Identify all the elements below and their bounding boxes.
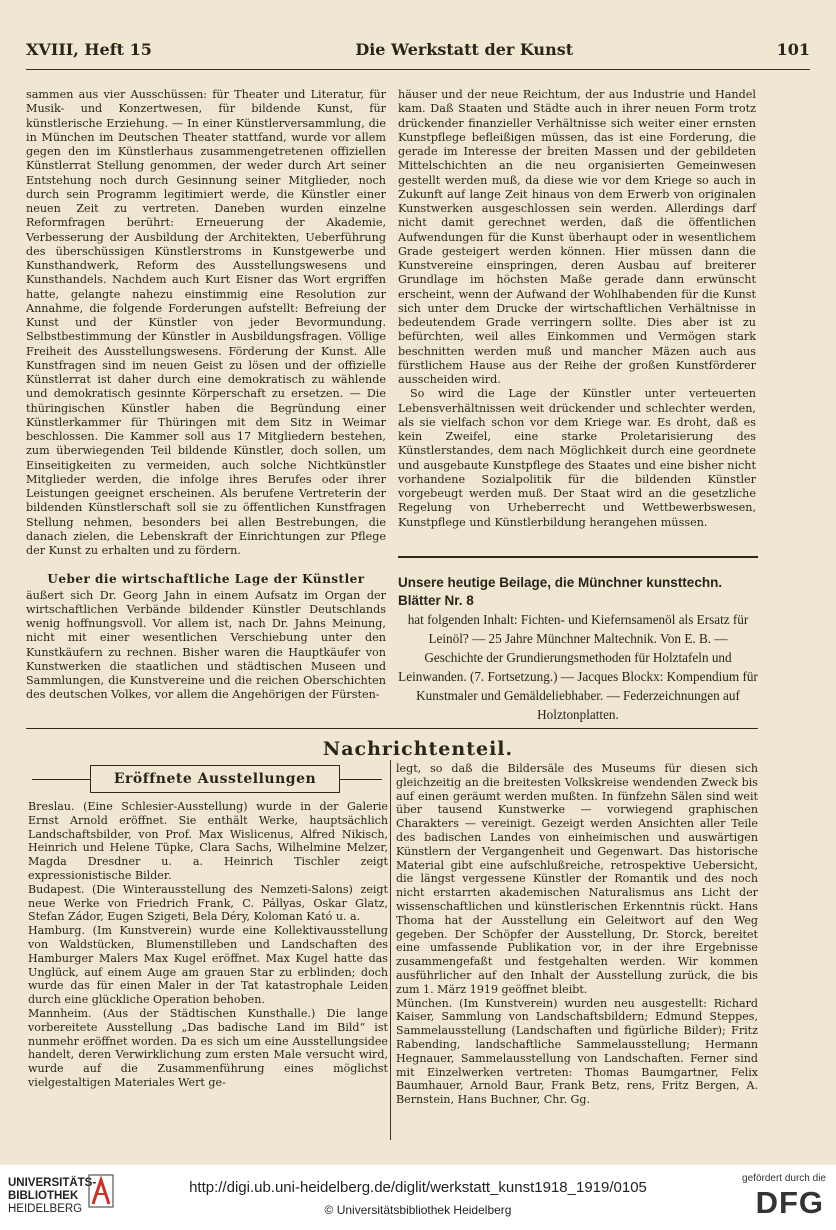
news-left-column: [28, 800, 388, 1090]
uni-line-2: BIBLIOTHEK: [8, 1190, 79, 1202]
section-rule: [26, 728, 758, 729]
permalink-url[interactable]: http://digi.ub.uni-heidelberg.de/diglit/werkstatt_kunst1918_1919/0105: [189, 1179, 647, 1196]
column-divider: [390, 760, 391, 1140]
right-paragraph: So wird die Lage der Künstler unter verteuerten Lebensverhältnissen weit drückender und schlechter werden, als sie vielfach schon vor dem Kriege war. Es droht, daß es kein Zweifel, eine starke Proletarisierung des Künstlerstandes, dem nach Möglichkeit durch eine geordnete und ausgebaute Kunstpflege des Staates und eine bisher nicht vorhandene Sozialpolitik für die bildenden Künstler vorgebeugt werden muß. Der Staat wird an die gesetzliche Regelung von Urheberrecht und Wettbewerbswesen, Kunstpflege und Künstlerbildung herangehen müssen.: [398, 387, 756, 529]
box-rule-left: [32, 779, 90, 780]
dfg-logo: DFG: [755, 1185, 824, 1220]
left-column: [26, 88, 386, 703]
right-column: [398, 88, 756, 530]
exhibitions-title: Eröffnete Ausstellungen: [90, 765, 340, 793]
header-page-number: 101: [776, 40, 810, 59]
viewer-footer: [0, 1165, 836, 1230]
funding-note: gefördert durch die: [742, 1173, 826, 1184]
right-paragraph: häuser und der neue Reichtum, der aus Industrie und Handel kam. Daß Staaten und Städte auch in ihrer neuen Form trotz drückender finanzieller Verhältnisse sich weiter einer ernsten Kunstpflege befleißigen müssen, das ist eine Forderung, die gerade im Interesse der breiten Massen und der gebildeten Mittelschichten an die neu organisierten Gemeinwesen gestellt werden muß, da diese wie vor dem Kriege so auch in Zukunft auf lange Zeit hinaus von dem Erwerb von originalen Kunstwerken ausgeschlossen sein werden. Allerdings darf nicht damit gerechnet werden, daß die öffentlichen Aufwendungen für die Kunst überhaupt oder in wesentlichem Grade gesteigert werden können. Hier müssen dann die Kunstvereine einspringen, deren Ausbau auf breiterer Grundlage im höchsten Maße gerade dann erwünscht erscheint, wenn der Aufwand der Wohlhabenden für die Kunst sich unter dem Drucke der wirtschaftlichen Verhältnisse in bedeutendem Grade verringern sollte. Dies aber ist zu befürchten, weil alles Einkommen und Vermögen stark beschnitten werden muß und mancher Mäzen auch aus fürstlichem Hause aus der Reihe der großen Kunstförderer ausscheiden wird.: [398, 88, 756, 386]
header-issue: XVIII, Heft 15: [26, 40, 152, 59]
header-rule: [26, 69, 810, 70]
running-header: [26, 40, 810, 66]
nachrichten-heading: Nachrichtenteil.: [322, 738, 514, 760]
news-item-hamburg: Hamburg. (Im Kunstverein) wurde eine Kollektivausstellung von Waldstücken, Blumenstilleben und Landschaften des Hamburger Malers Max Kugel eröffnet. Max Kugel hatte das Unglück, auf einem Auge am grauen Star zu erblinden; doch wurde das für einen Maler in der Tat katastrophale Leiden durch eine glückliche Operation behoben.: [28, 924, 388, 1007]
beilage-body: hat folgenden Inhalt: Fichten- und Kiefernsamenöl als Ersatz für Leinöl? — 25 Jahre Münchner Maltechnik. Von E. B. — Geschichte der Grundierungsmethoden für Holztafeln und Leinwanden. (7. Fortsetzung.) — Jacques Blockx: Kompendium für Kunstmaler und Gemäldeliebhaber. — Federzeichnungen auf Holztonplatten.: [398, 612, 758, 722]
copyright-notice: © Universitätsbibliothek Heidelberg: [324, 1203, 512, 1217]
left-paragraph: sammen aus vier Ausschüssen: für Theater und Literatur, für Musik- und Konzertwesen, für bildende Kunst, für künstlerische Erziehung. — In einer Künstlerversammlung, die in München im Deutschen Theater stattfand, wurde vor allem gegen den im Künstlerhaus zusammengetretenen offiziellen Künstlerrat Stellung genommen, der weder durch Art seiner Entstehung noch durch Gesinnung seiner Mitglieder, noch durch sein Programm legitimiert werde, die Künstler einer neuen Zeit zu vertreten. Daneben wurden einzelne Reformfragen berührt: Erneuerung der Akademie, Verbesserung der Ausbildung der Architekten, Ueberführung des überschüssigen Künstlerstroms in Kunstgewerbe und Kunsthandwerk, Reform des Ausstellungswesens und Kunsthandels. Nachdem auch Kurt Eisner das Wort ergriffen hatte, gelangte nahezu einstimmig eine Resolution zur Annahme, die folgende Forderungen aufstellt: Befreiung der Kunst und der Künstler von jeder Bevormundung. Selbstbestimmung der Künstler in Ausbildungsfragen. Völlige Freiheit des Ausstellungswesens. Förderung der Kunst. Alle Kunstfragen sind im neuen Geist zu lösen und der offizielle Künstlerrat ist daher durch eine demokratisch zu wählende und demokratisch gesinnte Körperschaft zu ersetzen. — Die thüringischen Künstler haben die Begründung einer Künstlerkammer für Thüringen mit dem Sitz in Weimar beschlossen. Die Kammer soll aus 17 Mitgliedern bestehen, zum überwiegenden Teil bildende Künstler, doch sollen, um Einseitigkeiten zu vermeiden, auch solche Nichtkünstler Mitglieder werden, die infolge ihres Berufes oder ihrer Leistungen geeignet erscheinen. Als berufene Vertreterin der bildenden Künstlerschaft soll sie zu öffentlichen Kunstfragen Stellung nehmen, besonders bei allen Bestrebungen, die danach zielen, die Lebenskraft der Einrichtungen zur Pflege der Kunst zu erhalten und zu fördern.: [26, 88, 386, 557]
news-item-muenchen: München. (Im Kunstverein) wurden neu ausgestellt: Richard Kaiser, Sammlung von Landschaftsbildern; Edmund Steppes, Sammelausstellung (Landschaften und figürliche Bilder); Fritz Rabending, landschaftliche Sammelausstellung; Hermann Hegnauer, Sammelausstellung von Landschaften. Ferner sind mit Einzelwerken vertreten: Thomas Baumgartner, Felix Baumhauer, Arnold Baur, Frank Betz, rens, Fritz Bergen, A. Bernstein, Hans Buchner, Chr. Gg.: [396, 996, 758, 1107]
beilage-notice: [398, 574, 758, 724]
news-right-column: [396, 762, 758, 1107]
news-item-breslau: Breslau. (Eine Schlesier-Ausstellung) wurde in der Galerie Ernst Arnold eröffnet. Sie enthält Werke, hauptsächlich Landschaftsbilder, von Prof. Max Wislicenus, Alfred Nikisch, Heinrich und Helene Tüpke, Clara Sachs, Wilhelmine Melzer, Magda Dresdner u. a. Heinrich Tischler zeigt expressionistische Bilder.: [28, 800, 388, 882]
news-item-mannheim-cont: legt, so daß die Bildersäle des Museums für diesen sich gleichzeitig an die breitesten Volkskreise wendenden Zweck bis auf einen geräumt werden mußten. In fünfzehn Sälen sind weit über tausend Kunstwerke — vorwiegend graphischen Charakters — vereinigt. Gezeigt werden Ansichten aller Teile des badischen Landes von einheimischen und auswärtigen Künstlern der Vergangenheit und Gegenwart. Das historische Material gibt eine aufschlußreiche, retrospektive Uebersicht, die längst vergessene Künstler der Romantik und des noch nicht erstarrten akademischen Naturalismus ans Licht der wissenschaftlichen und künstlerischen Erkenntnis rückt. Hans Thoma hat der Ausstellung ein Geleitwort auf den Weg gegeben. Der Schöpfer der Ausstellung, Dr. Storck, bereitet eine umfassende Publikation vor, in der ihre Ergebnisse zusammengefaßt und festgehalten werden. Wir kommen ausführlicher auf den Inhalt der Ausstellung zurück, die bis zum 1. März 1919 geöffnet bleibt.: [396, 762, 758, 996]
news-item-budapest: Budapest. (Die Winterausstellung des Nemzeti-Salons) zeigt neue Werke von Friedrich Frank, C. Pállyas, Oskar Glatz, Stefan Zádor, Eugen Szigeti, Bela Déry, Koloman Kató u. a.: [28, 882, 388, 924]
header-journal-title: Die Werkstatt der Kunst: [355, 40, 574, 59]
news-item-mannheim: Mannheim. (Aus der Städtischen Kunsthalle.) Die lange vorbereitete Ausstellung „Das badische Land im Bild“ ist nunmehr eröffnet worden. Da es sich um eine Ausstellungsidee handelt, deren Verwirklichung zum ersten Male versucht wird, wurde auf die Zusammenführung eines möglichst vielgestaltigen Materiales Wert ge-: [28, 1006, 388, 1089]
exhibitions-heading-box: [32, 765, 382, 795]
beilage-title: Unsere heutige Beilage, die Münchner kunsttechn. Blätter Nr. 8: [398, 575, 723, 608]
section-heading: Ueber die wirtschaftliche Lage der Künstler: [47, 572, 365, 587]
beilage-rule-top: [398, 556, 758, 558]
section-text: äußert sich Dr. Georg Jahn in einem Aufsatz im Organ der wirtschaftlichen Verbände bildender Künstler Deutschlands wenig hoffnungsvoll. Vor allem ist, nach Dr. Jahns Meinung, nicht mit einer wesentlichen Verschiebung unter den Kunstkäufern zu rechnen. Bisher waren die Hauptkäufer von Kunstwerken die staatlichen und städtischen Museen und Sammlungen, die Kunstvereine und die reichen Oberschichten des deutschen Volkes, vor allem die Angehörigen der Fürsten-: [26, 588, 386, 702]
uni-line-1: UNIVERSITÄTS-: [8, 1177, 97, 1189]
uni-line-3: HEIDELBERG: [8, 1203, 83, 1215]
box-rule-right: [340, 779, 382, 780]
